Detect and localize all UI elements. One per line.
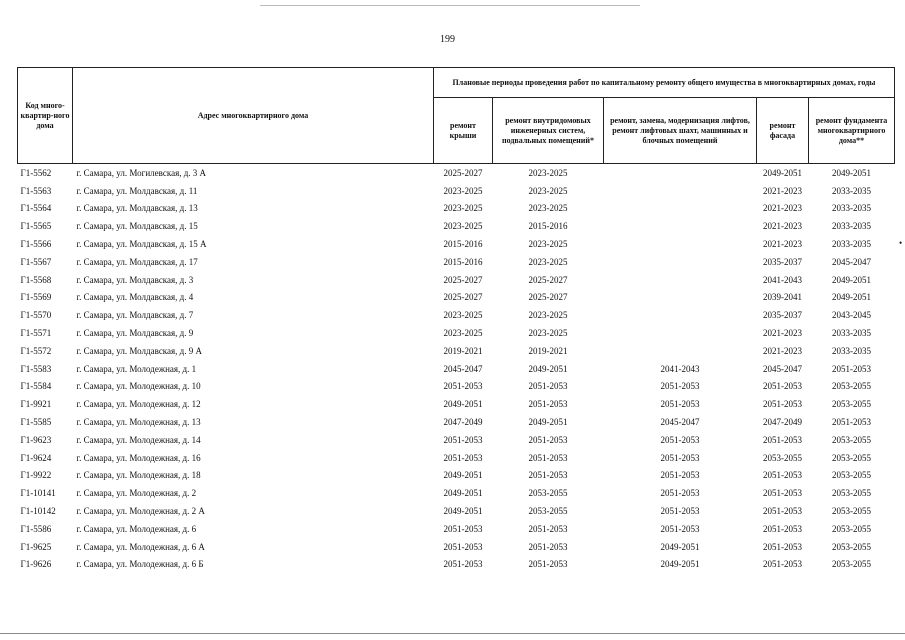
table-row (18, 502, 895, 520)
cell-address: г. Самара, ул. Молдавская, д. 15 А (76, 239, 207, 250)
cell-address: г. Самара, ул. Молодежная, д. 6 (76, 523, 197, 534)
cell-elevators (604, 342, 757, 360)
cell-elevators: 2051-2053 (660, 506, 700, 517)
cell-systems: 2051-2053 (528, 452, 568, 463)
top-edge-line (260, 5, 640, 6)
cell-roof: 2025-2027 (443, 274, 483, 285)
header-code: Код много-квартир-ного дома (18, 68, 73, 164)
table-row (18, 431, 895, 449)
cell-code: Г1-5567 (20, 256, 52, 267)
cell-foundation: 2033-2035 (832, 345, 871, 356)
cell-code: Г1-9624 (20, 452, 52, 463)
cell-facade: 2051-2053 (763, 523, 802, 534)
cell-foundation: 2053-2055 (832, 541, 871, 552)
cell-roof: 2023-2025 (443, 221, 483, 232)
cell-elevators (604, 182, 757, 200)
cell-roof: 2049-2051 (443, 399, 483, 410)
cell-facade: 2021-2023 (763, 203, 802, 214)
table-row (18, 306, 895, 324)
cell-code: Г1-5569 (20, 292, 52, 303)
cell-foundation: 2049-2051 (832, 292, 871, 303)
cell-facade: 2047-2049 (763, 417, 802, 428)
cell-roof: 2015-2016 (443, 239, 483, 250)
cell-systems: 2053-2055 (528, 506, 568, 517)
cell-address: г. Самара, ул. Молдавская, д. 9 (76, 328, 194, 339)
cell-systems: 2023-2025 (528, 328, 568, 339)
cell-foundation: 2053-2055 (832, 434, 871, 445)
table-row (18, 235, 895, 253)
cell-foundation: 2053-2055 (832, 399, 871, 410)
cell-code: Г1-5562 (20, 167, 52, 178)
table-row (18, 467, 895, 485)
cell-code: Г1-10142 (20, 506, 56, 517)
cell-facade: 2051-2053 (763, 559, 802, 570)
cell-facade: 2053-2055 (763, 452, 802, 463)
cell-foundation: 2033-2035 (832, 185, 871, 196)
cell-facade: 2021-2023 (763, 239, 802, 250)
cell-systems: 2023-2025 (528, 203, 568, 214)
cell-systems: 2025-2027 (528, 292, 568, 303)
cell-code: Г1-9623 (20, 434, 52, 445)
table-row (18, 449, 895, 467)
cell-foundation: 2043-2045 (832, 310, 871, 321)
cell-address: г. Самара, ул. Молодежная, д. 16 (76, 452, 201, 463)
bottom-edge-line (0, 633, 905, 634)
table-row (18, 289, 895, 307)
cell-roof: 2049-2051 (443, 470, 483, 481)
cell-systems: 2051-2053 (528, 559, 568, 570)
cell-facade: 2035-2037 (763, 310, 802, 321)
cell-roof: 2025-2027 (443, 292, 483, 303)
cell-code: Г1-5585 (20, 417, 52, 428)
cell-address: г. Самара, ул. Молдавская, д. 15 (76, 221, 198, 232)
cell-facade: 2051-2053 (763, 381, 802, 392)
header-roof: ремонт крыши (434, 98, 493, 164)
cell-systems: 2051-2053 (528, 399, 568, 410)
cell-roof: 2025-2027 (443, 167, 483, 178)
cell-systems: 2023-2025 (528, 256, 568, 267)
cell-foundation: 2049-2051 (832, 167, 871, 178)
cell-elevators: 2049-2051 (660, 541, 700, 552)
cell-code: Г1-9626 (20, 559, 52, 570)
cell-systems: 2025-2027 (528, 274, 568, 285)
cell-address: г. Самара, ул. Молодежная, д. 13 (76, 417, 201, 428)
header-elevators: ремонт, замена, модернизация лифтов, ремонт лифтовых шахт, машинных и блочных помещений (604, 98, 757, 164)
cell-roof: 2049-2051 (443, 488, 483, 499)
cell-systems: 2023-2025 (528, 167, 568, 178)
cell-foundation: 2049-2051 (832, 274, 871, 285)
table-row (18, 395, 895, 413)
cell-elevators (604, 164, 757, 182)
table-row (18, 484, 895, 502)
cell-code: Г1-5570 (20, 310, 52, 321)
cell-foundation: 2045-2047 (832, 256, 871, 267)
cell-address: г. Самара, ул. Молодежная, д. 10 (76, 381, 201, 392)
cell-systems: 2019-2021 (528, 345, 568, 356)
cell-roof: 2019-2021 (443, 345, 483, 356)
cell-facade: 2021-2023 (763, 185, 802, 196)
table-body (18, 164, 895, 574)
cell-code: Г1-5563 (20, 185, 52, 196)
cell-address: г. Самара, ул. Молодежная, д. 12 (76, 399, 201, 410)
cell-elevators (604, 306, 757, 324)
cell-systems: 2023-2025 (528, 185, 568, 196)
table-row (18, 182, 895, 200)
cell-address: г. Самара, ул. Молдавская, д. 11 (76, 185, 198, 196)
cell-foundation: 2053-2055 (832, 452, 871, 463)
cell-systems: 2051-2053 (528, 470, 568, 481)
cell-foundation: 2053-2055 (832, 506, 871, 517)
cell-code: Г1-10141 (20, 488, 56, 499)
cell-address: г. Самара, ул. Молодежная, д. 2 А (76, 506, 205, 517)
cell-elevators: 2051-2053 (660, 452, 700, 463)
cell-systems: 2015-2016 (528, 221, 568, 232)
header-systems: ремонт внутридомовых инженерных систем, подвальных помещений* (493, 98, 604, 164)
table-row (18, 556, 895, 574)
cell-code: Г1-5586 (20, 523, 52, 534)
cell-elevators (604, 271, 757, 289)
cell-foundation: 2053-2055 (832, 488, 871, 499)
table-row (18, 538, 895, 556)
cell-address: г. Самара, ул. Молодежная, д. 18 (76, 470, 201, 481)
cell-foundation: 2053-2055 (832, 559, 871, 570)
cell-elevators: 2051-2053 (660, 434, 700, 445)
cell-facade: 2051-2053 (763, 470, 802, 481)
margin-mark: • (899, 238, 903, 248)
cell-facade: 2021-2023 (763, 345, 802, 356)
cell-roof: 2023-2025 (443, 203, 483, 214)
cell-systems: 2049-2051 (528, 363, 568, 374)
cell-code: Г1-5568 (20, 274, 52, 285)
cell-code: Г1-9625 (20, 541, 52, 552)
cell-systems: 2051-2053 (528, 523, 568, 534)
cell-roof: 2051-2053 (443, 541, 483, 552)
cell-code: Г1-5564 (20, 203, 52, 214)
cell-elevators: 2041-2043 (660, 363, 700, 374)
table-row (18, 360, 895, 378)
cell-facade: 2051-2053 (763, 434, 802, 445)
cell-roof: 2051-2053 (443, 452, 483, 463)
cell-elevators (604, 324, 757, 342)
cell-address: г. Самара, ул. Могилевская, д. 3 А (76, 167, 207, 178)
cell-facade: 2051-2053 (763, 488, 802, 499)
cell-roof: 2015-2016 (443, 256, 483, 267)
cell-elevators: 2049-2051 (660, 559, 700, 570)
cell-roof: 2023-2025 (443, 185, 483, 196)
cell-elevators: 2051-2053 (660, 470, 700, 481)
cell-roof: 2051-2053 (443, 434, 483, 445)
table-row (18, 324, 895, 342)
cell-facade: 2049-2051 (763, 167, 802, 178)
cell-code: Г1-5572 (20, 345, 52, 356)
cell-facade: 2051-2053 (763, 541, 802, 552)
cell-facade: 2039-2041 (763, 292, 802, 303)
cell-elevators (604, 253, 757, 271)
table-row (18, 271, 895, 289)
cell-code: Г1-5583 (20, 363, 52, 374)
cell-elevators: 2045-2047 (660, 417, 700, 428)
header-foundation: ремонт фундамента многоквартирного дома** (809, 98, 895, 164)
cell-code: Г1-5565 (20, 221, 52, 232)
table-row (18, 200, 895, 218)
cell-elevators: 2051-2053 (660, 399, 700, 410)
table-row (18, 253, 895, 271)
cell-roof: 2051-2053 (443, 381, 483, 392)
cell-elevators (604, 235, 757, 253)
table-row (18, 520, 895, 538)
cell-foundation: 2033-2035 (832, 221, 871, 232)
repair-schedule-table (17, 67, 895, 573)
cell-systems: 2053-2055 (528, 488, 568, 499)
cell-foundation: 2053-2055 (832, 523, 871, 534)
header-address: Адрес многоквартирного дома (73, 68, 434, 164)
cell-roof: 2051-2053 (443, 559, 483, 570)
table-row (18, 378, 895, 396)
cell-roof: 2047-2049 (443, 417, 483, 428)
cell-systems: 2051-2053 (528, 434, 568, 445)
cell-elevators (604, 289, 757, 307)
cell-address: г. Самара, ул. Молодежная, д. 2 (76, 488, 197, 499)
cell-foundation: 2053-2055 (832, 470, 871, 481)
header-periods: Плановые периоды проведения работ по капитальному ремонту общего имущества в многоквартирных домах, годы (434, 68, 895, 98)
cell-facade: 2045-2047 (763, 363, 802, 374)
cell-systems: 2051-2053 (528, 541, 568, 552)
cell-systems: 2049-2051 (528, 417, 568, 428)
cell-code: Г1-5571 (20, 328, 52, 339)
cell-roof: 2045-2047 (443, 363, 483, 374)
cell-address: г. Самара, ул. Молдавская, д. 4 (76, 292, 194, 303)
cell-foundation: 2051-2053 (832, 417, 871, 428)
cell-address: г. Самара, ул. Молдавская, д. 9 А (76, 345, 203, 356)
cell-code: Г1-9921 (20, 399, 52, 410)
cell-code: Г1-5584 (20, 381, 52, 392)
cell-systems: 2023-2025 (528, 310, 568, 321)
header-facade: ремонт фасада (757, 98, 809, 164)
cell-foundation: 2033-2035 (832, 328, 871, 339)
cell-address: г. Самара, ул. Молдавская, д. 17 (76, 256, 198, 267)
table-row (18, 164, 895, 182)
cell-roof: 2051-2053 (443, 523, 483, 534)
cell-systems: 2051-2053 (528, 381, 568, 392)
cell-facade: 2041-2043 (763, 274, 802, 285)
cell-address: г. Самара, ул. Молдавская, д. 7 (76, 310, 194, 321)
cell-elevators (604, 200, 757, 218)
cell-foundation: 2053-2055 (832, 381, 871, 392)
cell-facade: 2051-2053 (763, 399, 802, 410)
cell-systems: 2023-2025 (528, 239, 568, 250)
cell-code: Г1-9922 (20, 470, 52, 481)
table-row (18, 413, 895, 431)
cell-foundation: 2033-2035 (832, 239, 871, 250)
cell-elevators: 2051-2053 (660, 523, 700, 534)
cell-roof: 2023-2025 (443, 328, 483, 339)
cell-foundation: 2051-2053 (832, 363, 871, 374)
cell-address: г. Самара, ул. Молодежная, д. 14 (76, 434, 201, 445)
cell-code: Г1-5566 (20, 239, 52, 250)
cell-address: г. Самара, ул. Молдавская, д. 13 (76, 203, 198, 214)
cell-roof: 2023-2025 (443, 310, 483, 321)
cell-address: г. Самара, ул. Молодежная, д. 6 Б (76, 559, 204, 570)
table-row (18, 217, 895, 235)
cell-facade: 2021-2023 (763, 328, 802, 339)
cell-facade: 2021-2023 (763, 221, 802, 232)
cell-address: г. Самара, ул. Молодежная, д. 6 А (76, 541, 205, 552)
cell-facade: 2051-2053 (763, 506, 802, 517)
cell-elevators (604, 217, 757, 235)
cell-elevators: 2051-2053 (660, 381, 700, 392)
cell-address: г. Самара, ул. Молдавская, д. 3 (76, 274, 194, 285)
cell-facade: 2035-2037 (763, 256, 802, 267)
cell-elevators: 2051-2053 (660, 488, 700, 499)
cell-roof: 2049-2051 (443, 506, 483, 517)
page-number: 199 (440, 34, 455, 45)
cell-foundation: 2033-2035 (832, 203, 871, 214)
table-row (18, 342, 895, 360)
cell-address: г. Самара, ул. Молодежная, д. 1 (76, 363, 197, 374)
